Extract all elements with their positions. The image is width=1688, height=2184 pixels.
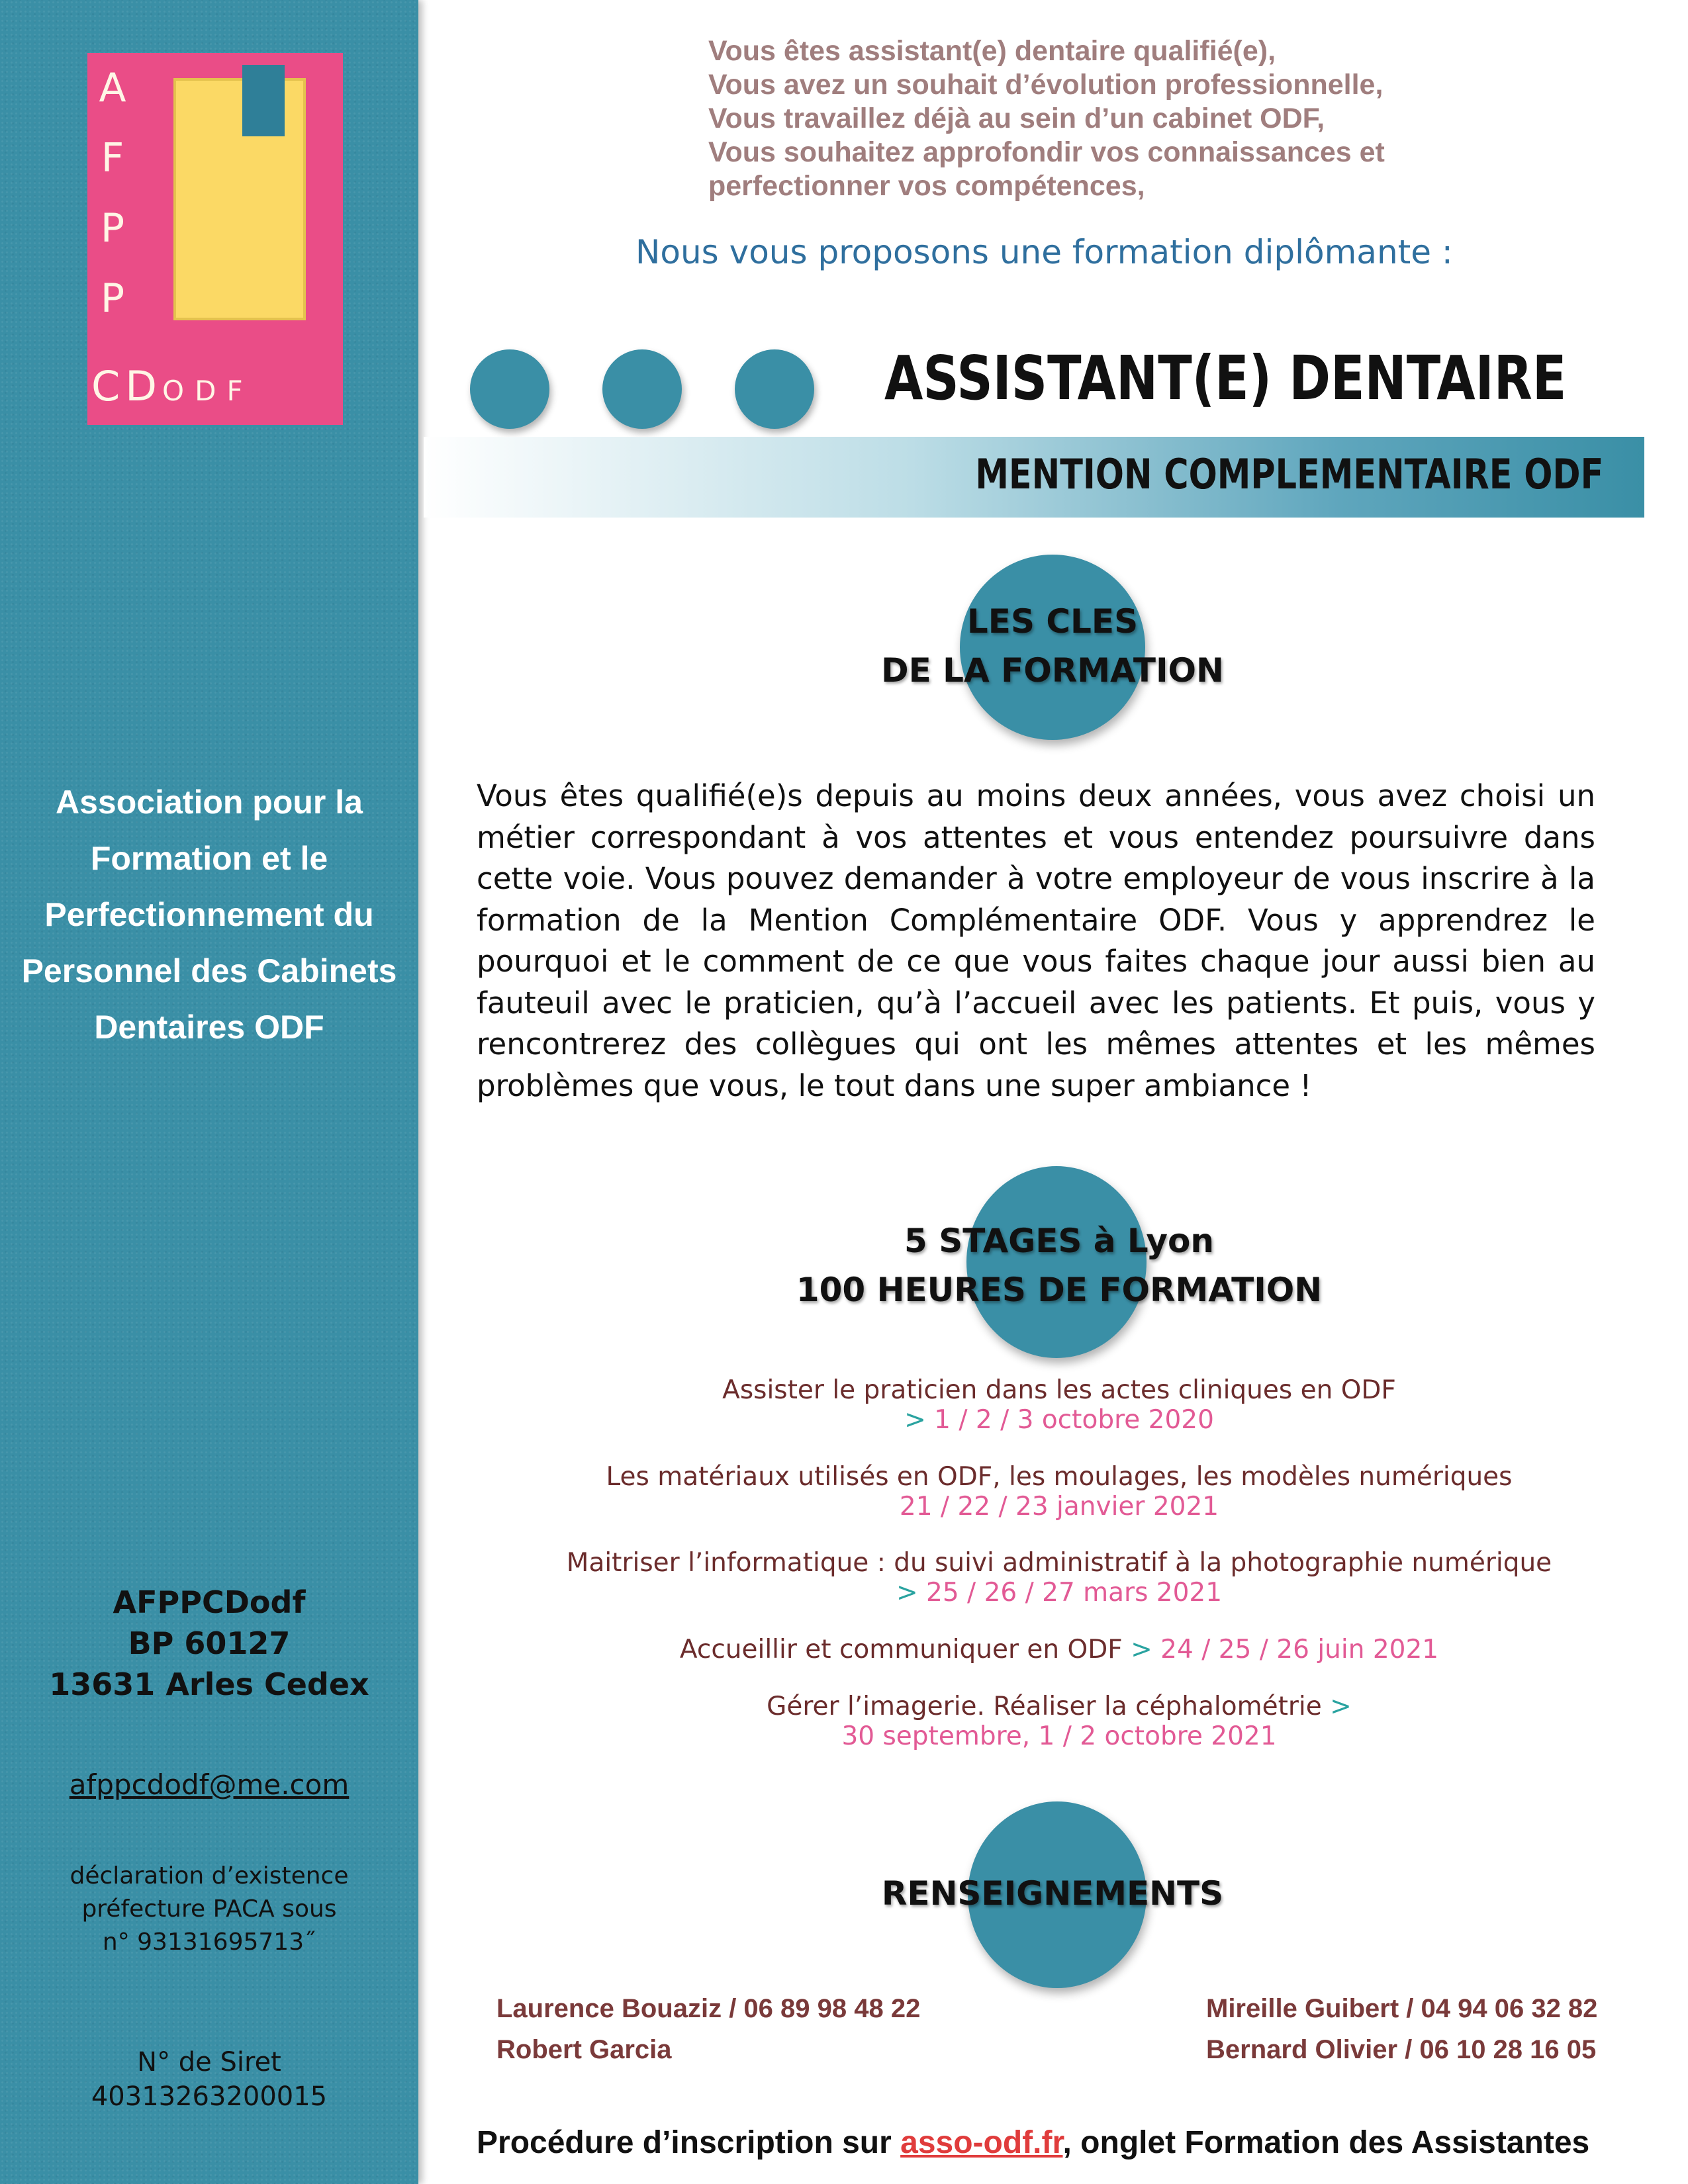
stage-dates: 21 / 22 / 23 janvier 2021 bbox=[899, 1492, 1219, 1522]
subtitle-banner bbox=[424, 437, 1644, 518]
arrow-icon: > bbox=[896, 1578, 918, 1608]
contacts-right bbox=[1206, 1988, 1597, 2070]
stage-title: Accueillir et communiquer en ODF bbox=[679, 1635, 1131, 1664]
intro-line: perfectionner vos compétences, bbox=[708, 170, 1145, 202]
stages-heading-line: 100 HEURES DE FORMATION bbox=[796, 1271, 1323, 1309]
decorative-dot bbox=[470, 349, 549, 429]
address-line: BP 60127 bbox=[128, 1625, 291, 1661]
stage-dates: 25 / 26 / 27 mars 2021 bbox=[917, 1578, 1223, 1608]
banner-title: MENTION COMPLEMENTAIRE ODF bbox=[974, 450, 1603, 498]
association-line: Formation et le bbox=[90, 840, 328, 877]
arrow-icon: > bbox=[1330, 1692, 1352, 1721]
declaration-line: déclaration d’existence bbox=[70, 1862, 349, 1889]
stage-title: Les matériaux utilisés en ODF, les moulages, les modèles numériques bbox=[606, 1462, 1513, 1492]
logo-letter: F bbox=[101, 135, 124, 181]
intro-line: Vous avez un souhait d’évolution professionnelle, bbox=[708, 69, 1383, 101]
stage-item bbox=[424, 1375, 1688, 1435]
siret-number bbox=[0, 2045, 418, 2114]
intro-line: Vous êtes assistant(e) dentaire qualifié(e), bbox=[708, 35, 1276, 67]
contact-line: Bernard Olivier / 06 10 28 16 05 bbox=[1206, 2035, 1597, 2064]
keys-heading-line: LES CLES bbox=[966, 602, 1139, 641]
address-line: 13631 Arles Cedex bbox=[49, 1666, 369, 1702]
contacts-left bbox=[496, 1988, 920, 2070]
logo-bookmark-tab bbox=[242, 65, 285, 136]
intro-text bbox=[708, 34, 1635, 203]
afppcd-logo bbox=[87, 53, 343, 425]
decorative-dot bbox=[602, 349, 682, 429]
stage-item bbox=[424, 1548, 1688, 1608]
logo-bottom-small: ODF bbox=[162, 375, 254, 407]
intro-line: Vous travaillez déjà au sein d’un cabinet ODF, bbox=[708, 103, 1325, 134]
address-line: AFPPCDodf bbox=[113, 1584, 306, 1620]
logo-letter: P bbox=[100, 275, 125, 322]
logo-bottom-big: CD bbox=[91, 362, 163, 410]
association-line: Perfectionnement du bbox=[44, 896, 374, 933]
postal-address bbox=[0, 1582, 418, 1705]
keys-heading-line: DE LA FORMATION bbox=[881, 651, 1224, 690]
arrow-icon: > bbox=[1131, 1635, 1152, 1664]
logo-yellow-card bbox=[173, 78, 306, 320]
footer-text-after: , onglet Formation des Assistantes bbox=[1062, 2125, 1590, 2160]
stage-title: Assister le praticien dans les actes cliniques en ODF bbox=[722, 1375, 1396, 1405]
stage-item bbox=[424, 1635, 1688, 1664]
keys-paragraph: Vous êtes qualifié(e)s depuis au moins deux années, vous avez choisi un métier correspondant à vos attentes et vous entendez poursuivre dans cette voie. Vous pouvez demander à votre employeur de vous inscrire à la formation de la Mention Complémentaire ODF. Vous y apprendrez le pourquoi et le comment de ce que vous faites chaque jour aussi bien au fauteuil avec le praticien, qu’à l’accueil avec les patients. Et puis, vous y rencontrerez des collègues qui ont les mêmes attentes et les mêmes problèmes que vous, le tout dans une super ambiance ! bbox=[477, 778, 1595, 1103]
arrow-icon: > bbox=[904, 1405, 926, 1435]
logo-letter: A bbox=[99, 65, 126, 111]
keys-heading bbox=[788, 597, 1317, 695]
info-heading: RENSEIGNEMENTS bbox=[881, 1874, 1224, 1913]
association-line: Dentaires ODF bbox=[94, 1009, 324, 1046]
stage-item bbox=[424, 1462, 1688, 1522]
contact-line: Laurence Bouaziz / 06 89 98 48 22 bbox=[496, 1994, 921, 2023]
stage-title: Maitriser l’informatique : du suivi administratif à la photographie numérique bbox=[566, 1548, 1552, 1578]
siret-label: N° de Siret bbox=[137, 2047, 281, 2077]
website-link[interactable]: asso-odf.fr bbox=[900, 2125, 1063, 2160]
siret-value: 40313263200015 bbox=[91, 2081, 328, 2112]
intro-line: Vous souhaitez approfondir vos connaissances et bbox=[708, 136, 1385, 168]
declaration-line: n° 93131695713˝ bbox=[102, 1929, 316, 1956]
stages-heading bbox=[728, 1216, 1390, 1314]
logo-letter: P bbox=[100, 205, 125, 251]
stages-heading-line: 5 STAGES à Lyon bbox=[904, 1222, 1214, 1260]
page-title: ASSISTANT(E) DENTAIRE bbox=[884, 343, 1567, 414]
declaration-line: préfecture PACA sous bbox=[81, 1895, 337, 1923]
sidebar bbox=[0, 0, 418, 2184]
stage-item bbox=[424, 1692, 1688, 1751]
stage-title: Gérer l’imagerie. Réaliser la céphalométrie bbox=[767, 1692, 1331, 1721]
association-name bbox=[7, 774, 412, 1056]
decorative-dot bbox=[735, 349, 814, 429]
stage-dates: 24 / 25 / 26 juin 2021 bbox=[1152, 1635, 1439, 1664]
registration-footer bbox=[477, 2124, 1668, 2161]
stage-dates: 30 septembre, 1 / 2 octobre 2021 bbox=[841, 1721, 1277, 1751]
contact-line: Robert Garcia bbox=[496, 2035, 672, 2064]
logo-bottom-text bbox=[91, 362, 343, 410]
email-link[interactable]: afppcdodf@me.com bbox=[69, 1768, 350, 1801]
stage-dates: 1 / 2 / 3 octobre 2020 bbox=[925, 1405, 1214, 1435]
association-line: Association pour la bbox=[56, 784, 363, 821]
proposal-line: Nous vous proposons une formation diplômante : bbox=[635, 233, 1453, 271]
association-line: Personnel des Cabinets bbox=[21, 952, 397, 989]
contact-line: Mireille Guibert / 04 94 06 32 82 bbox=[1206, 1994, 1598, 2023]
footer-text-before: Procédure d’inscription sur bbox=[477, 2125, 901, 2160]
declaration-text bbox=[0, 1860, 418, 1959]
